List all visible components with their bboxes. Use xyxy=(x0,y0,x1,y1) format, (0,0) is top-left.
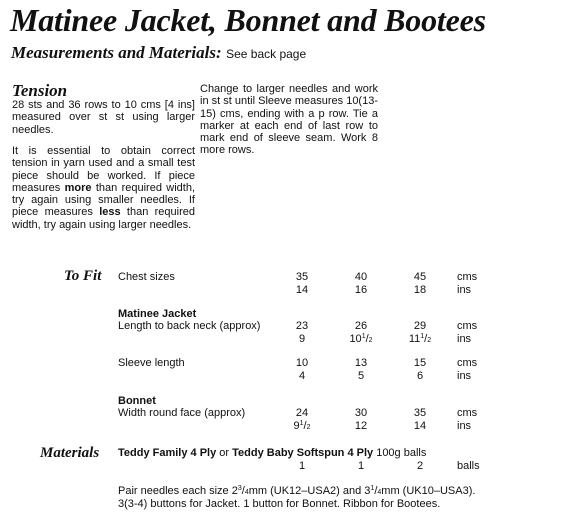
chest-cms-1: 35 xyxy=(295,271,309,283)
bonnet-heading: Bonnet xyxy=(118,395,156,407)
measurements-label: Measurements and Materials: xyxy=(11,43,222,62)
sleeve-text: Change to larger needles and work in st st until Sleeve measures 10(13-15) cms, ending with a p row. Tie a marker at each end of last row to mark end of sleeve seam. Work 8 more rows. xyxy=(200,83,378,157)
needles-frac1-den: 4 xyxy=(244,489,249,496)
bonnet-ins-2 xyxy=(341,420,381,432)
length-cms-2: 26 xyxy=(354,320,368,332)
chest-cms-2: 40 xyxy=(354,271,368,283)
bonnet-ins-3 xyxy=(400,420,440,432)
length-ins-2: $10^1/2$ xyxy=(349,333,373,345)
length-ins-3: $11^1/2$ xyxy=(408,333,432,345)
bonnet-ins-1-num: 1 xyxy=(299,420,304,427)
sleeve-ins-1: 4 xyxy=(298,370,306,382)
needles-frac2-num: 1 xyxy=(370,485,375,492)
tension-paragraph xyxy=(12,99,195,136)
advice-less: less xyxy=(99,206,121,219)
materials-heading: Materials xyxy=(40,445,100,461)
measurements-heading xyxy=(11,43,306,63)
sleeve-length-label: Sleeve length xyxy=(118,357,185,369)
sleeve-cms-1: 10 xyxy=(295,357,309,369)
length-ins-1 xyxy=(282,333,322,345)
balls-unit: balls xyxy=(457,460,480,472)
bonnet-cms-1: 24 xyxy=(295,407,309,419)
measurements-note: See back page xyxy=(226,47,307,61)
balls-3: 2 xyxy=(416,460,424,472)
length-unit-ins: ins xyxy=(457,333,472,345)
balls-1: 1 xyxy=(298,460,306,472)
length-unit-cms: cms xyxy=(457,320,478,332)
bonnet-ins-1-whole: 9 xyxy=(293,420,300,432)
advice-text-b: than required width, try again using smaller needles. If piece measures xyxy=(12,181,195,219)
length-ins-3-whole: 11 xyxy=(408,333,421,345)
needles-text-c: mm (UK10–USA3). xyxy=(381,485,476,497)
bonnet-unit-cms: cms xyxy=(457,407,478,419)
length-ins-2-num: 1 xyxy=(361,333,366,340)
needles-text-b: mm (UK12–USA2) and 3 xyxy=(248,485,371,497)
sleeve-cms-2: 13 xyxy=(354,357,368,369)
yarn-teddy-family: Teddy Family 4 Ply xyxy=(118,447,217,459)
length-ins-1-whole: 9 xyxy=(298,333,306,345)
chest-ins-2: 16 xyxy=(354,284,368,296)
chest-sizes-label: Chest sizes xyxy=(118,271,175,283)
tension-text: 28 sts and 36 rows to 10 cms [4 ins] measured over st st using larger needles. xyxy=(12,99,195,136)
yarn-balls-note: 100g balls xyxy=(373,447,427,459)
chest-ins-1: 14 xyxy=(295,284,309,296)
bonnet-width-label: Width round face (approx) xyxy=(118,407,246,419)
advice-text-a: It is essential to obtain correct tension in yarn used and a small test piece should be worked. If piece measures xyxy=(12,145,195,194)
advice-text-c: than required width, try again using larger needles. xyxy=(12,206,195,231)
length-label: Length to back neck (approx) xyxy=(118,320,261,332)
bonnet-ins-3-whole: 14 xyxy=(413,420,427,432)
sleeve-unit-cms: cms xyxy=(457,357,478,369)
advice-more: more xyxy=(64,181,92,194)
sleeve-cms-3: 15 xyxy=(413,357,427,369)
yarn-teddy-baby: Teddy Baby Softspun 4 Ply xyxy=(232,447,374,459)
sleeve-ins-2: 5 xyxy=(357,370,365,382)
sleeve-unit-ins: ins xyxy=(457,370,472,382)
sleeve-instructions xyxy=(200,83,378,157)
sleeve-ins-3: 6 xyxy=(416,370,424,382)
tension-heading: Tension xyxy=(12,81,68,100)
chest-cms-3: 45 xyxy=(413,271,427,283)
bonnet-ins-1: $9^1/2$ xyxy=(293,420,311,432)
length-ins-3-den: 2 xyxy=(427,337,432,344)
yarn-or: or xyxy=(216,447,233,459)
length-ins-2-den: 2 xyxy=(368,337,373,344)
bonnet-cms-2: 30 xyxy=(354,407,368,419)
length-cms-3: 29 xyxy=(413,320,427,332)
bonnet-unit-ins: ins xyxy=(457,420,472,432)
length-cms-1: 23 xyxy=(295,320,309,332)
chest-ins-3: 18 xyxy=(413,284,427,296)
to-fit-heading: To Fit xyxy=(64,268,102,284)
chest-unit-ins: ins xyxy=(457,284,472,296)
chest-unit-cms: cms xyxy=(457,271,478,283)
yarn-line xyxy=(118,447,426,459)
bonnet-ins-2-whole: 12 xyxy=(354,420,368,432)
bonnet-ins-1-den: 2 xyxy=(306,424,311,431)
buttons-line: 3(3-4) buttons for Jacket. 1 button for Bonnet. Ribbon for Bootees. xyxy=(118,498,441,510)
needles-line: Pair needles each size $2^3/4mm$ (UK12–USA2) and $3^1/4mm$ (UK10–USA3). xyxy=(118,485,476,497)
needles-frac2-den: 4 xyxy=(377,489,382,496)
matinee-heading: Matinee Jacket xyxy=(118,308,197,320)
bonnet-cms-3: 35 xyxy=(413,407,427,419)
page-title: Matinee Jacket, Bonnet and Bootees xyxy=(10,2,486,38)
balls-2: 1 xyxy=(357,460,365,472)
tension-advice xyxy=(12,145,195,231)
needles-text-a: Pair needles each size 2 xyxy=(118,485,238,497)
length-ins-2-whole: 10 xyxy=(349,333,362,345)
needles-frac1-num: 3 xyxy=(237,485,242,492)
length-ins-3-num: 1 xyxy=(420,333,425,340)
